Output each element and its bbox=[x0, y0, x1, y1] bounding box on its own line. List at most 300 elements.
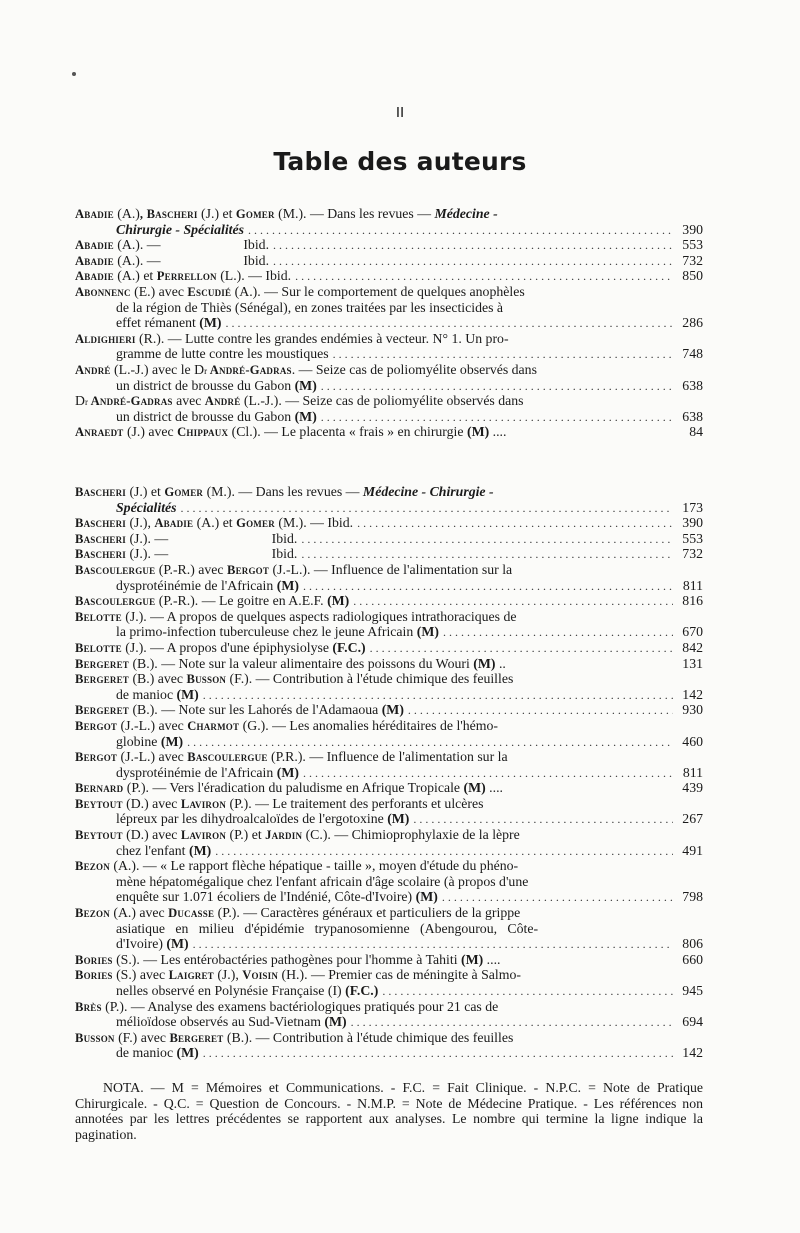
dot-leader bbox=[181, 501, 673, 517]
entry-line bbox=[75, 500, 703, 516]
author-name: Jardin bbox=[265, 828, 303, 843]
author-name: Bascheri bbox=[75, 531, 127, 546]
dot-leader bbox=[295, 269, 673, 285]
entry-text: (B.) avec bbox=[129, 671, 187, 687]
entry-text: (M) bbox=[473, 655, 496, 671]
index-entry bbox=[75, 268, 703, 284]
entry-line bbox=[75, 780, 703, 796]
entry-text: un district de brousse du Gabon bbox=[116, 377, 295, 393]
entry-text: (J.) avec bbox=[123, 424, 178, 440]
author-name: Bezon bbox=[75, 859, 110, 874]
index-entry bbox=[75, 640, 703, 656]
dot-leader bbox=[187, 735, 673, 751]
entry-text: (B.). — Note sur les Lahorés de l'Adamaoua bbox=[129, 702, 382, 718]
index-entry bbox=[75, 952, 703, 968]
dot-leader bbox=[442, 890, 673, 906]
entry-text: chez l'enfant bbox=[116, 842, 189, 858]
author-name: Abadie bbox=[75, 253, 114, 268]
entry-text: mène hépatomégalique chez l'enfant africain d'âge scolaire (à propos d'une bbox=[116, 873, 529, 889]
index-entry bbox=[75, 515, 703, 531]
index-entry bbox=[75, 237, 703, 253]
author-name: Laviron bbox=[180, 828, 227, 843]
entry-line bbox=[75, 222, 703, 238]
entry-line bbox=[75, 578, 703, 594]
entry-text: (F.). — Contribution à l'étude chimique des feuilles bbox=[226, 671, 514, 687]
entry-text: avec bbox=[172, 393, 205, 409]
entry-text: . — Seize cas de poliomyélite observés dans bbox=[291, 361, 537, 377]
page-reference: 460 bbox=[682, 733, 703, 749]
author-name: André bbox=[204, 394, 241, 409]
entry-text: (P.-R.). — Le goitre en A.E.F. bbox=[155, 593, 328, 609]
entry-text: (M) bbox=[387, 811, 410, 827]
entry-line bbox=[75, 237, 703, 253]
entry-line bbox=[75, 624, 703, 640]
entry-text: lépreux par les dihydroalcaloïdes de l'ergotoxine bbox=[116, 811, 388, 827]
entry-text: (A.) avec bbox=[109, 905, 169, 921]
entry-text: .... bbox=[485, 780, 503, 796]
entry-text: .... bbox=[483, 951, 501, 967]
entry-text: (Cl.). — Le placenta « frais » en chirurgie bbox=[228, 424, 467, 440]
entry-line bbox=[75, 284, 703, 300]
entry-text: Chirurgie - Spécialités bbox=[116, 221, 245, 237]
author-name: , Bascheri bbox=[139, 207, 198, 221]
author-name: Bergot bbox=[75, 718, 118, 733]
page-reference: 491 bbox=[682, 842, 703, 858]
entry-text: (P.). — Caractères généraux et particuliers de la grippe bbox=[214, 905, 521, 921]
page-reference: 142 bbox=[682, 1045, 703, 1061]
entry-text: Spécialités bbox=[116, 499, 177, 515]
entry-line bbox=[75, 936, 703, 952]
entry-text: nelles observé en Polynésie Française (I) bbox=[116, 983, 346, 998]
author-name: Bascheri bbox=[75, 547, 127, 562]
entry-text: (M) bbox=[415, 889, 438, 905]
page-reference: 638 bbox=[682, 408, 703, 424]
author-name: Belotte bbox=[75, 640, 122, 655]
page-reference: 930 bbox=[682, 702, 703, 718]
author-name: Busson bbox=[186, 672, 227, 687]
author-name: Bergeret bbox=[75, 703, 130, 718]
author-name: Chippaux bbox=[177, 425, 229, 440]
entry-line bbox=[75, 1045, 703, 1061]
page-reference: 806 bbox=[682, 936, 703, 952]
dot-leader bbox=[203, 688, 673, 704]
entry-line bbox=[75, 609, 703, 625]
author-name: Gomer bbox=[235, 207, 275, 221]
entry-line bbox=[75, 671, 703, 687]
index-entry bbox=[75, 331, 703, 362]
entry-line bbox=[75, 811, 703, 827]
entry-line bbox=[75, 1014, 703, 1030]
entry-text: (P.). — Vers l'éradication du paludisme en Afrique Tropicale bbox=[123, 780, 464, 796]
page-reference: 694 bbox=[682, 1014, 703, 1030]
author-name: Aldighieri bbox=[75, 331, 136, 346]
author-name: Beytout bbox=[75, 796, 123, 811]
entry-text: (L.-J.) avec le D bbox=[110, 361, 205, 377]
page-reference: 798 bbox=[682, 889, 703, 905]
entry-text: (M.). — Dans les revues — bbox=[274, 206, 435, 221]
author-name: Charmot bbox=[187, 718, 240, 733]
page-reference: 553 bbox=[682, 237, 703, 253]
dot-leader bbox=[443, 625, 673, 641]
index-entry bbox=[75, 999, 703, 1030]
entry-text: (A.) et bbox=[193, 515, 237, 531]
index-entry bbox=[75, 562, 703, 593]
entry-line bbox=[75, 656, 703, 672]
entry-line bbox=[75, 858, 703, 874]
index-entry bbox=[75, 671, 703, 702]
entry-text: (S.) avec bbox=[112, 967, 169, 983]
entry-line bbox=[75, 331, 703, 347]
entry-line bbox=[75, 889, 703, 905]
entry-line bbox=[75, 827, 703, 843]
entry-line bbox=[75, 593, 703, 609]
entry-text: (M) bbox=[176, 1045, 199, 1061]
dot-leader bbox=[413, 812, 673, 828]
page-reference: 811 bbox=[682, 764, 703, 780]
entry-text: (J.), bbox=[126, 515, 155, 531]
dot-leader bbox=[225, 316, 673, 332]
index-entry bbox=[75, 827, 703, 858]
entry-text: (L.). — Ibid. bbox=[216, 268, 292, 284]
entry-text: (J.). — Ibid. bbox=[126, 546, 298, 562]
entry-text: (H.). — Premier cas de méningite à Salmo- bbox=[278, 967, 521, 983]
dot-leader bbox=[382, 984, 673, 1000]
entry-line: D r André-Gadras avec André (L.-J.). — Seize cas de poliomyélite observés dans bbox=[75, 393, 524, 409]
page-reference: 286 bbox=[682, 315, 703, 331]
page-reference: 173 bbox=[682, 499, 703, 515]
entry-text: (M) bbox=[461, 951, 484, 967]
entry-text: mélioïdose observés au Sud-Vietnam bbox=[116, 1014, 325, 1030]
entry-text: (C.). — Chimioprophylaxie de la lèpre bbox=[302, 827, 520, 843]
entry-line bbox=[75, 315, 703, 331]
dot-leader bbox=[215, 844, 673, 860]
entry-text: (P.) et bbox=[226, 827, 266, 843]
entry-text: D bbox=[75, 393, 85, 409]
entry-text: enquête sur 1.071 écoliers de l'Indénié, Côte-d'Ivoire) bbox=[116, 889, 416, 905]
entry-text: (M) bbox=[276, 577, 299, 593]
dot-leader bbox=[321, 379, 673, 395]
entry-text: Médecine - Chirurgie - bbox=[362, 484, 494, 499]
entry-text: (A.). — Sur le comportement de quelques anophèles bbox=[231, 283, 525, 299]
entry-line bbox=[75, 409, 703, 425]
entry-line bbox=[75, 562, 703, 578]
index-entry bbox=[75, 484, 703, 515]
index-entry bbox=[75, 424, 703, 440]
dot-leader bbox=[321, 410, 673, 426]
author-name: Bergot bbox=[75, 750, 118, 765]
page-reference: 811 bbox=[682, 577, 703, 593]
dot-leader bbox=[357, 516, 673, 532]
entry-text: (M) bbox=[466, 424, 490, 440]
entry-text: (P.-R.) avec bbox=[155, 561, 227, 577]
page-reference: 748 bbox=[682, 346, 703, 362]
entry-text: (J.), bbox=[213, 967, 243, 983]
page-reference: 638 bbox=[682, 377, 703, 393]
author-name: Busson bbox=[75, 1030, 115, 1045]
index-entry bbox=[75, 253, 703, 269]
author-name: Bascoulergue bbox=[75, 562, 156, 577]
entry-text: de manioc bbox=[116, 1045, 177, 1061]
entry-text: (D.) avec bbox=[122, 795, 181, 811]
index-entry bbox=[75, 702, 703, 718]
dot-leader bbox=[301, 532, 673, 548]
author-name: Bergeret bbox=[75, 656, 130, 671]
entry-line bbox=[75, 346, 703, 362]
author-index-section-a bbox=[75, 206, 703, 440]
entry-text: (A.) et bbox=[113, 268, 157, 284]
entry-text: un district de brousse du Gabon bbox=[116, 408, 295, 424]
page-reference: 850 bbox=[682, 268, 703, 284]
author-name: André-Gadras bbox=[87, 394, 173, 409]
dot-leader bbox=[408, 703, 673, 719]
author-name: Bories bbox=[75, 968, 113, 983]
entry-text: (G.). — Les anomalies héréditaires de l'hémo- bbox=[239, 717, 499, 733]
entry-text: (A.). — Ibid. bbox=[113, 252, 270, 268]
author-name: André-Gadras bbox=[207, 362, 292, 377]
author-name: Gomer bbox=[164, 485, 204, 499]
index-entry bbox=[75, 1030, 703, 1061]
entry-text: (M.). — Ibid. bbox=[274, 515, 354, 531]
index-entry bbox=[75, 609, 703, 640]
entry-text: (J.). — A propos d'une épiphysiolyse bbox=[121, 639, 333, 655]
author-name: Abadie bbox=[154, 516, 194, 531]
dot-leader bbox=[303, 579, 673, 595]
index-entry bbox=[75, 858, 703, 905]
dot-leader bbox=[303, 766, 673, 782]
entry-text: (M) bbox=[463, 780, 486, 796]
entry-text: (B.). — Contribution à l'étude chimique des feuilles bbox=[223, 1029, 514, 1045]
entry-text: (M) bbox=[176, 686, 199, 702]
entry-line bbox=[75, 983, 703, 999]
entry-text: (R.). — Lutte contre les grandes endémies à vecteur. N° 1. Un pro- bbox=[135, 330, 509, 346]
index-entry bbox=[75, 393, 703, 424]
entry-text: (J.-L.). — Influence de l'alimentation sur la bbox=[269, 561, 513, 577]
author-name: Abonnenc bbox=[75, 284, 131, 299]
entry-text: (P.). — Le traitement des perforants et ulcères bbox=[226, 795, 484, 811]
entry-text: (M) bbox=[160, 733, 184, 749]
entry-text: (F.C.) bbox=[332, 639, 366, 655]
entry-line bbox=[75, 268, 703, 284]
dot-leader bbox=[370, 641, 673, 657]
page-reference: 553 bbox=[682, 530, 703, 546]
entry-line bbox=[75, 640, 703, 656]
page-reference: 142 bbox=[682, 686, 703, 702]
entry-line bbox=[75, 967, 703, 983]
entry-text: (J.). — Ibid. bbox=[126, 530, 298, 546]
entry-text: (M) bbox=[381, 702, 404, 718]
entry-text: asiatique en milieu d'épidémie trypanosomienne (Abengourou, Côte- bbox=[116, 920, 539, 936]
dot-leader bbox=[333, 347, 673, 363]
entry-text: .... bbox=[489, 424, 507, 440]
index-entry bbox=[75, 718, 703, 749]
entry-text: (J.-L.) avec bbox=[117, 749, 188, 765]
entry-text: dysprotéinémie de l'Africain bbox=[116, 577, 277, 593]
entry-text: (F.C.) bbox=[345, 983, 379, 998]
page-reference: 131 bbox=[682, 655, 703, 671]
abbreviation-note: NOTA. — M = Mémoires et Communications. - F.C. = Fait Clinique. - N.P.C. = Note de Pratique Chirurgicale. - Q.C. = Question de Concours. - N.M.P. = Note de Médecine Pratique. - Les références non annotées par les lettres précédentes se rapportent aux analyses. Le nombre qui termine la ligne indique la pagination. bbox=[75, 1080, 703, 1142]
entry-text: (J.-L.) avec bbox=[117, 717, 188, 733]
page-title: Table des auteurs bbox=[273, 147, 527, 176]
page-reference: 816 bbox=[682, 593, 703, 609]
entry-line bbox=[75, 952, 703, 968]
entry-line bbox=[75, 515, 703, 531]
entry-text: (P.). — Analyse des examens bactériologiques pratiqués pour 21 cas de bbox=[101, 998, 499, 1014]
index-entry bbox=[75, 780, 703, 796]
entry-line bbox=[75, 749, 703, 765]
print-speck bbox=[72, 72, 76, 76]
author-name: Escudié bbox=[187, 284, 232, 299]
entry-text: de manioc bbox=[116, 686, 177, 702]
entry-text: gramme de lutte contre les moustiques bbox=[116, 346, 329, 362]
entry-line bbox=[75, 718, 703, 734]
entry-line bbox=[75, 1030, 703, 1046]
dot-leader bbox=[351, 1015, 673, 1031]
entry-text: la primo-infection tuberculeuse chez le jeune Africain bbox=[116, 624, 417, 640]
dot-leader bbox=[273, 254, 673, 270]
entry-text: (J.) et bbox=[126, 484, 165, 499]
entry-line bbox=[75, 921, 703, 937]
entry-text: (J.). — A propos de quelques aspects radiologiques intrathoraciques de bbox=[121, 608, 517, 624]
index-entry bbox=[75, 531, 703, 547]
author-name: Perrellon bbox=[156, 269, 217, 284]
index-entry bbox=[75, 656, 703, 672]
author-name: Belotte bbox=[75, 609, 122, 624]
entry-text: .. bbox=[495, 655, 506, 671]
entry-text: Médecine - bbox=[434, 206, 498, 221]
dot-leader bbox=[193, 937, 673, 953]
author-name: Bergeret bbox=[75, 672, 130, 687]
dot-leader bbox=[301, 547, 673, 563]
entry-line bbox=[75, 734, 703, 750]
entry-text: (E.) avec bbox=[130, 283, 188, 299]
page-reference: 267 bbox=[682, 811, 703, 827]
page-reference: 84 bbox=[689, 424, 703, 440]
page-reference: 390 bbox=[682, 221, 703, 237]
author-name: Anraedt bbox=[75, 425, 124, 440]
page-reference: 842 bbox=[682, 639, 703, 655]
entry-line bbox=[75, 796, 703, 812]
entry-line bbox=[75, 206, 703, 222]
dot-leader bbox=[273, 238, 673, 254]
entry-text: (M) bbox=[324, 1014, 347, 1030]
index-entry bbox=[75, 362, 703, 393]
entry-text: effet rémanent bbox=[116, 315, 200, 331]
entry-text: globine bbox=[116, 733, 161, 749]
entry-line: André (L.-J.) avec le D r André-Gadras . — Seize cas de poliomyélite observés dans bbox=[75, 361, 537, 377]
author-name: Bergot bbox=[226, 562, 270, 577]
entry-line bbox=[75, 253, 703, 269]
page-reference: 660 bbox=[682, 951, 703, 967]
entry-line bbox=[75, 999, 703, 1015]
index-entry bbox=[75, 593, 703, 609]
author-name: Abadie bbox=[75, 238, 114, 253]
author-name: Bascheri bbox=[75, 516, 127, 531]
entry-text: (B.). — Note sur la valeur alimentaire des poissons du Wouri bbox=[129, 655, 474, 671]
entry-text: (P.R.). — Influence de l'alimentation sur la bbox=[267, 749, 508, 765]
entry-text: (M) bbox=[188, 842, 212, 858]
entry-text: (A.). — « Le rapport flèche hépatique - taille », moyen d'étude du phéno- bbox=[109, 858, 519, 874]
dot-leader bbox=[248, 223, 673, 239]
author-name: Ducasse bbox=[168, 906, 215, 921]
entry-text: (A.). — Ibid. bbox=[113, 237, 270, 253]
entry-text: (F.) avec bbox=[114, 1029, 170, 1045]
entry-text: (M) bbox=[416, 624, 439, 640]
entry-text: (M) bbox=[276, 764, 299, 780]
author-name: Laviron bbox=[180, 796, 227, 811]
index-entry bbox=[75, 796, 703, 827]
entry-line bbox=[75, 424, 703, 440]
author-name: Bernard bbox=[75, 781, 124, 796]
author-name: Abadie bbox=[75, 207, 114, 221]
entry-line bbox=[75, 765, 703, 781]
entry-line bbox=[75, 874, 703, 890]
author-name: Beytout bbox=[75, 828, 123, 843]
author-name: Bergeret bbox=[169, 1030, 224, 1045]
index-entry bbox=[75, 905, 703, 952]
page-reference: 945 bbox=[682, 983, 703, 998]
author-name: Bascheri bbox=[75, 485, 127, 499]
author-name: Bascoulergue bbox=[75, 594, 156, 609]
index-entry bbox=[75, 546, 703, 562]
author-name: Bezon bbox=[75, 906, 110, 921]
page-reference: 732 bbox=[682, 546, 703, 562]
entry-line bbox=[75, 531, 703, 547]
entry-line bbox=[75, 378, 703, 394]
index-entry bbox=[75, 967, 703, 998]
page-reference: 439 bbox=[682, 780, 703, 796]
entry-line bbox=[75, 484, 703, 500]
index-entry bbox=[75, 206, 703, 237]
page-reference: 670 bbox=[682, 624, 703, 640]
author-index-section-b bbox=[75, 484, 703, 1061]
entry-text: (D.) avec bbox=[122, 827, 181, 843]
author-name: Laigret bbox=[168, 968, 214, 983]
entry-text: (M) bbox=[199, 315, 222, 331]
author-name: Bories bbox=[75, 952, 113, 967]
entry-text: (M) bbox=[166, 936, 189, 952]
entry-text: (M) bbox=[294, 408, 317, 424]
entry-text: (M) bbox=[327, 593, 350, 609]
index-entry bbox=[75, 284, 703, 331]
entry-text: de la région de Thiès (Sénégal), en zones traitées par les insecticides à bbox=[116, 299, 504, 315]
dot-leader bbox=[203, 1046, 673, 1062]
entry-text: (M.). — Dans les revues — bbox=[203, 484, 363, 499]
entry-line bbox=[75, 300, 703, 316]
author-name: Abadie bbox=[75, 269, 114, 284]
entry-text: dysprotéinémie de l'Africain bbox=[116, 764, 277, 780]
entry-text: (M) bbox=[294, 377, 317, 393]
entry-text: (A.) bbox=[113, 206, 140, 221]
page-reference: 732 bbox=[682, 252, 703, 268]
page-reference: 390 bbox=[682, 515, 703, 531]
entry-line bbox=[75, 702, 703, 718]
author-name: Gomer bbox=[236, 516, 275, 531]
entry-text: (S.). — Les entérobactéries pathogènes pour l'homme à Tahiti bbox=[112, 951, 462, 967]
index-entry bbox=[75, 749, 703, 780]
author-name: Bascoulergue bbox=[187, 750, 268, 765]
entry-text: (J.) et bbox=[197, 206, 236, 221]
author-name: Voisin bbox=[242, 968, 279, 983]
entry-text: d'Ivoire) bbox=[116, 936, 167, 952]
entry-text: (L.-J.). — Seize cas de poliomyélite observés dans bbox=[240, 393, 524, 409]
dot-leader bbox=[353, 594, 673, 610]
entry-line bbox=[75, 687, 703, 703]
author-name: Brès bbox=[75, 999, 102, 1014]
page-number: II bbox=[395, 104, 405, 121]
entry-line bbox=[75, 905, 703, 921]
author-name: André bbox=[75, 362, 111, 377]
entry-line bbox=[75, 843, 703, 859]
